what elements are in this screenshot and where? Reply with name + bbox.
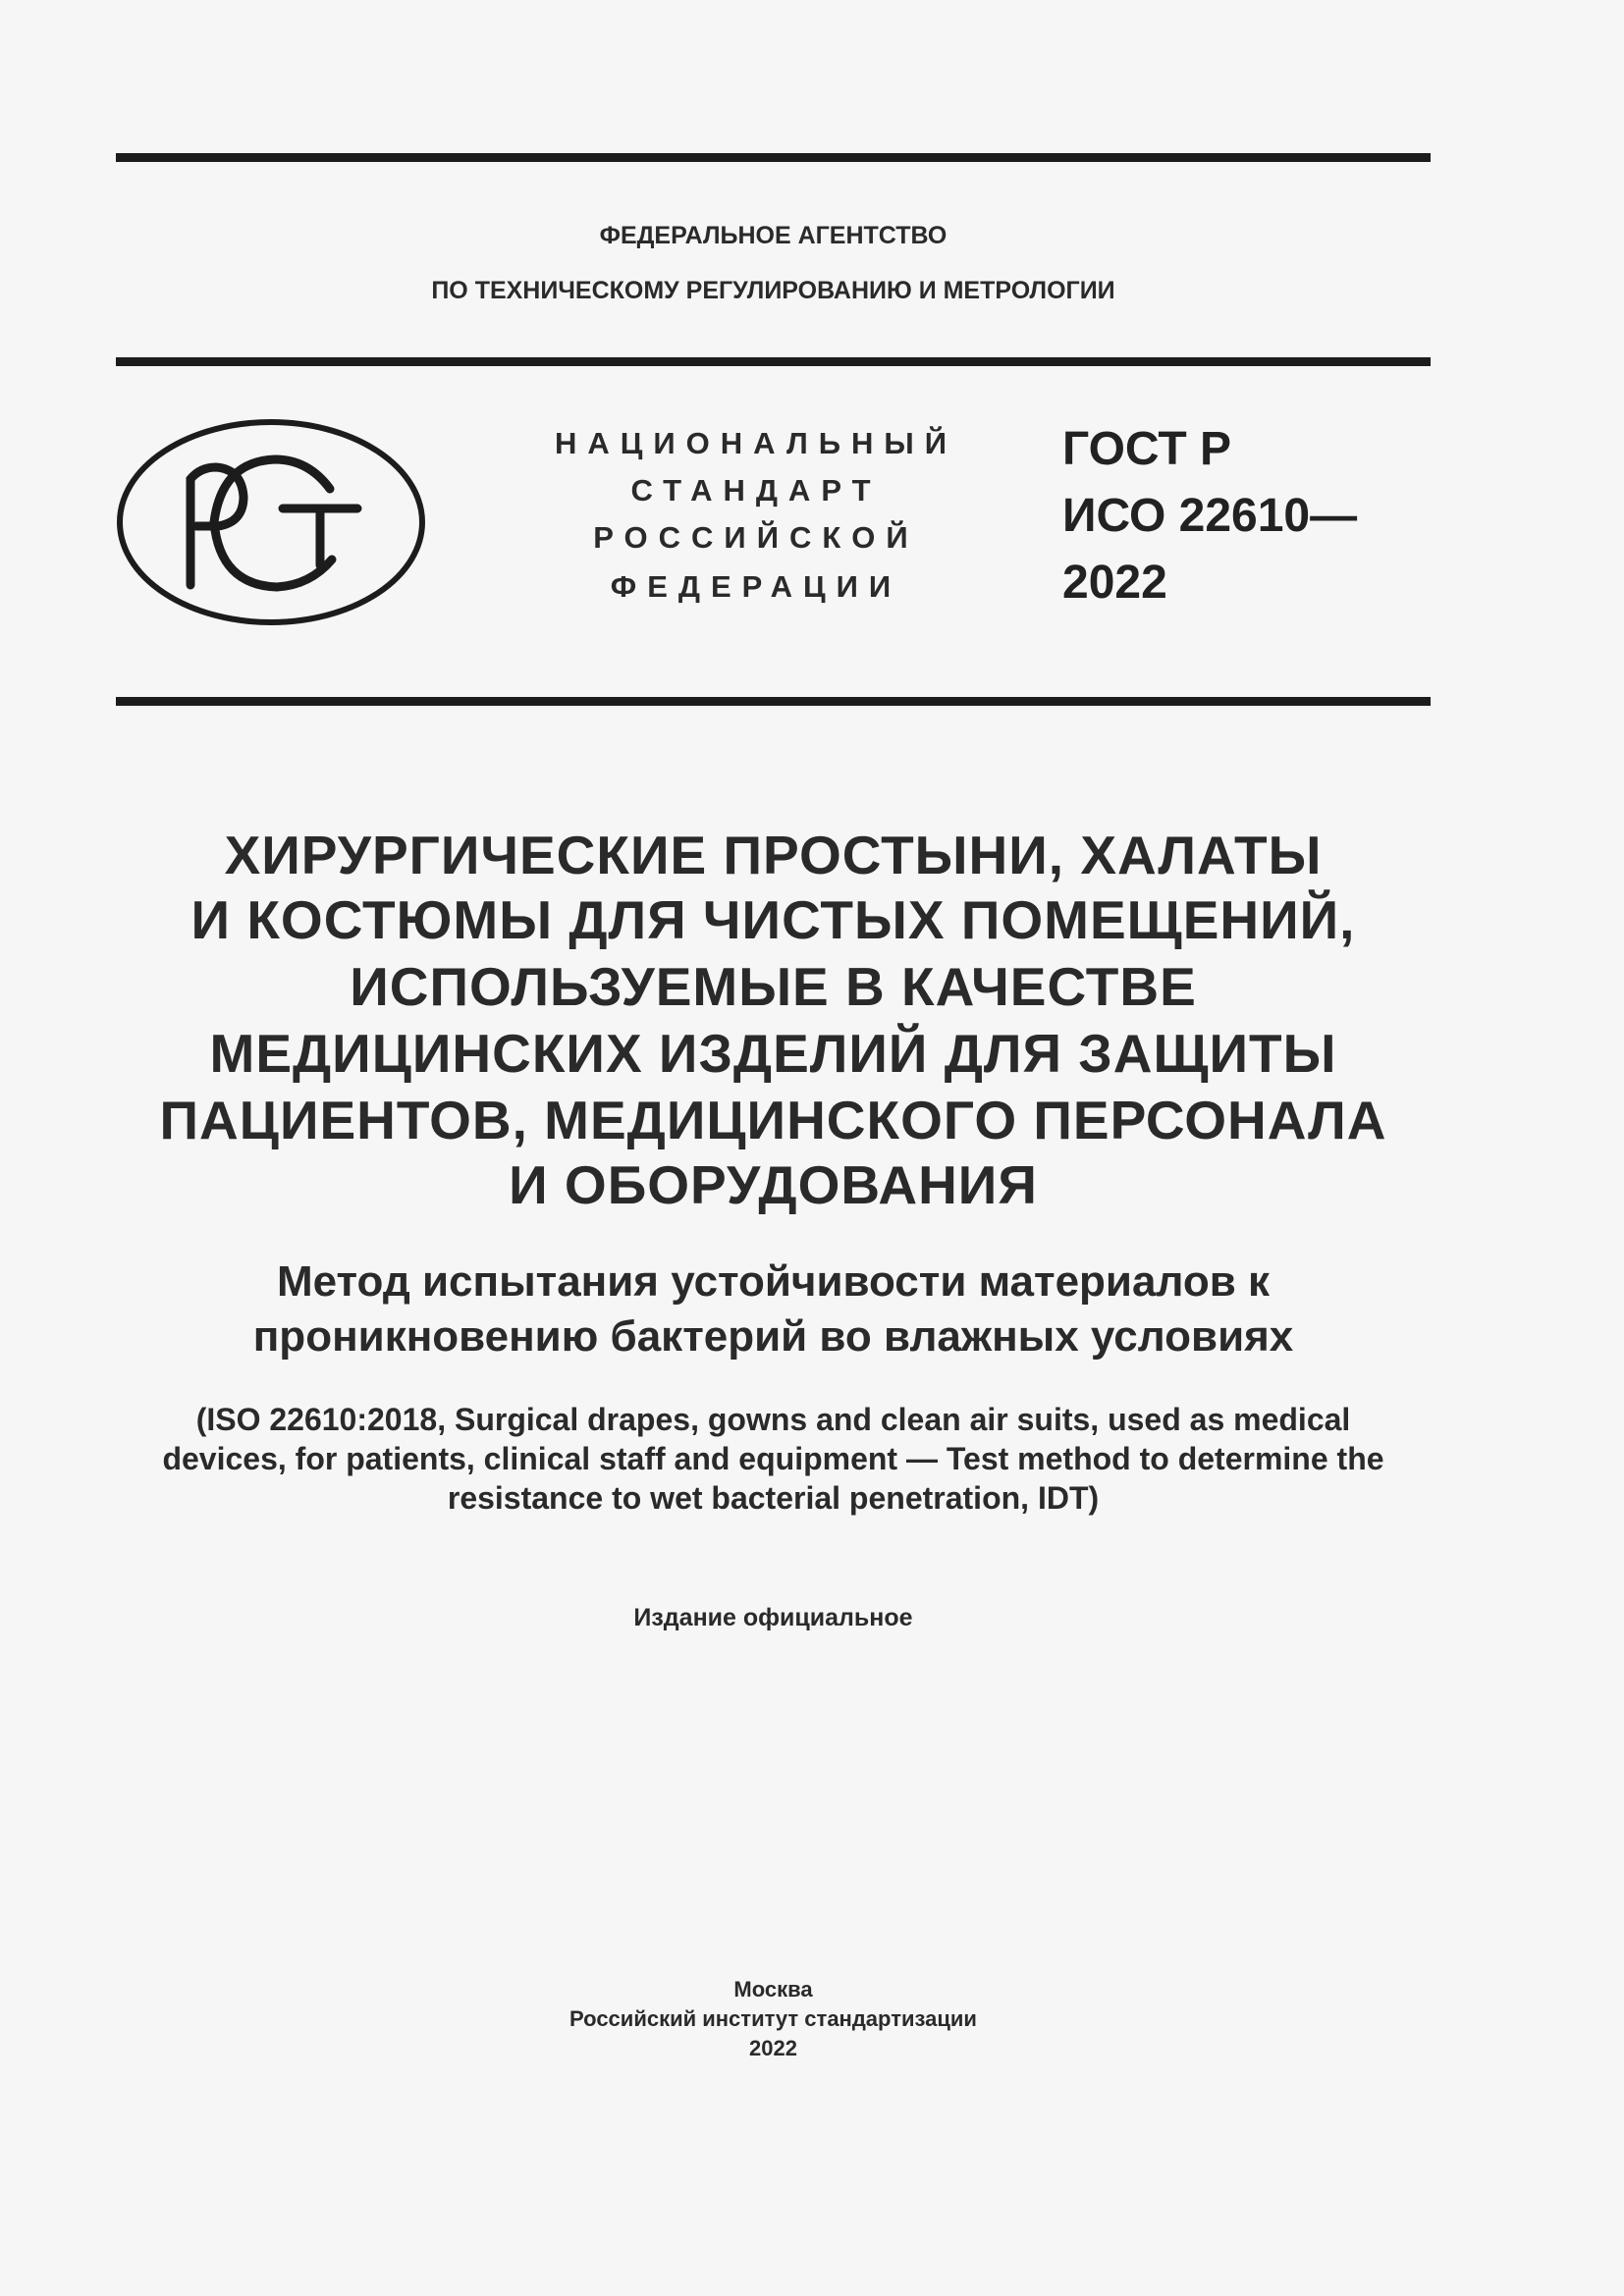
national-standard-line2: СТАНДАРТ <box>630 473 882 507</box>
designation-line1: ГОСТ Р <box>1062 423 1232 475</box>
iso-reference-line1: (ISO 22610:2018, Surgical drapes, gowns and clean air suits, used as medical <box>195 1402 1351 1437</box>
footer-year: 2022 <box>749 2036 797 2060</box>
document-title-line3: ИСПОЛЬЗУЕМЫЕ В КАЧЕСТВЕ <box>350 956 1197 1017</box>
national-standard-line4: ФЕДЕРАЦИИ <box>610 569 902 604</box>
footer-city: Москва <box>733 1977 813 2002</box>
document-title-line4: МЕДИЦИНСКИХ ИЗДЕЛИЙ ДЛЯ ЗАЩИТЫ <box>209 1023 1337 1084</box>
document-subtitle-line1: Метод испытания устойчивости материалов к <box>277 1257 1270 1306</box>
document-title-line5: ПАЦИЕНТОВ, МЕДИЦИНСКОГО ПЕРСОНАЛА <box>159 1090 1387 1150</box>
national-standard-line3: РОССИЙСКОЙ <box>593 520 919 555</box>
header-divider <box>116 357 1431 366</box>
footer-publisher: Российский институт стандартизации <box>569 2006 977 2031</box>
document-title-line2: И КОСТЮМЫ ДЛЯ ЧИСТЫХ ПОМЕЩЕНИЙ, <box>190 889 1356 950</box>
agency-name-line1: ФЕДЕРАЛЬНОЕ АГЕНТСТВО <box>599 222 947 249</box>
top-divider <box>116 153 1431 162</box>
edition-label: Издание официальное <box>633 1604 913 1631</box>
document-subtitle-line2: проникновению бактерий во влажных условиях <box>252 1312 1294 1361</box>
national-standard-line1: НАЦИОНАЛЬНЫЙ <box>554 426 958 460</box>
agency-name-line2: ПО ТЕХНИЧЕСКОМУ РЕГУЛИРОВАНИЮ И МЕТРОЛОГИИ <box>431 277 1115 304</box>
iso-reference-line2: devices, for patients, clinical staff and equipment — Test method to determine the <box>162 1441 1384 1476</box>
document-title-line1: ХИРУРГИЧЕСКИЕ ПРОСТЫНИ, ХАЛАТЫ <box>224 825 1323 885</box>
iso-reference-line3: resistance to wet bacterial penetration, IDT) <box>447 1480 1100 1516</box>
designation-line2: ИСО 22610— <box>1062 490 1358 542</box>
document-title-line6: И ОБОРУДОВАНИЯ <box>509 1154 1038 1215</box>
rst-certification-logo-icon <box>116 418 426 626</box>
designation-line3: 2022 <box>1062 557 1167 609</box>
title-divider <box>116 697 1431 706</box>
